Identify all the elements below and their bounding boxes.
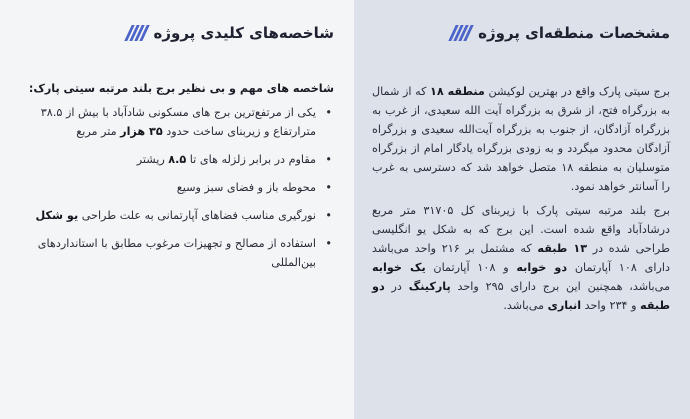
regional-specs-body — [372, 82, 670, 315]
regional-specs-heading — [372, 18, 670, 48]
district-highlight: منطقه ۱۸ — [430, 85, 485, 98]
location-paragraph — [372, 82, 670, 196]
key-features-heading — [18, 18, 334, 48]
list-item — [18, 178, 334, 197]
parking-highlight: پارکینگ — [408, 280, 451, 293]
text-span: متر مربع — [76, 125, 121, 138]
diagonal-slashes-icon — [452, 25, 470, 41]
text-span: که از شمال به بزرگراه فتح، از شرق به بزرگراه آیت الله سعیدی، از غرب به بزرگراه آزادگان، از جنوب به بزرگراه آیت‌الله سعیدی و بزرگراه آزادگان محدود میگردد و به زودی بزرگراه یادگار امام از بزرگراه متوسلیان به منطقه ۱۸ متصل خواهد شد که دسترسی به غرب را آسانتر خواهد نمود. — [372, 85, 670, 193]
list-item — [18, 234, 334, 272]
area-highlight: ۳۵ هزار — [120, 125, 163, 138]
text-span: نورگیری مناسب فضاهای آپارتمانی به علت طراحی — [78, 209, 316, 222]
u-shape-highlight: یو شکل — [35, 209, 79, 222]
key-features-title: شاخصه‌های کلیدی پروژه — [153, 24, 334, 42]
text-span: برج سیتی پارک واقع در بهترین لوکیشن — [484, 85, 670, 98]
list-item — [18, 150, 334, 169]
building-paragraph — [372, 201, 670, 315]
text-span: یکی از مرتفع‌ترین برج های مسکونی شادآباد با بیش از ۳۸.۵ مترارتفاع و زیربنای ساخت حدود — [40, 106, 316, 138]
text-span: برج بلند مرتبه سیتی پارک با زیربنای کل ۳۱۷۰۵ متر مربع درشادآباد واقع شده است. این برج که به شکل یو انگلیسی طراحی شده در — [372, 204, 671, 255]
regional-specs-panel — [354, 0, 690, 419]
text-span: استفاده از مصالح و تجهیزات مرغوب مطابق با استانداردهای بین‌المللی — [37, 237, 316, 269]
text-span: که مشتمل بر ۲۱۶ واحد می‌باشد دارای ۱۰۸ آپارتمان — [372, 242, 670, 274]
text-span: مقاوم در برابر زلزله های تا — [186, 153, 316, 166]
key-features-list — [18, 103, 334, 272]
text-span: محوطه باز و فضای سبز وسیع — [176, 181, 316, 194]
key-features-intro: شاخصه های مهم و بی نظیر برج بلند مرتبه سیتی پارک: — [28, 82, 334, 95]
text-span: می‌باشد، همچنین این برج دارای ۲۹۵ واحد — [450, 280, 670, 293]
one-bedroom-highlight: یک خوابه — [372, 261, 426, 274]
text-span: و ۲۳۴ واحد — [581, 299, 641, 312]
regional-specs-title: مشخصات منطقه‌ای پروژه — [478, 24, 670, 42]
floors-highlight: ۱۳ طبقه — [537, 242, 588, 255]
two-floors-highlight: دو طبقه — [372, 280, 670, 312]
two-bedroom-highlight: دو خوابه — [516, 261, 568, 274]
list-item — [18, 103, 334, 141]
text-span: ریشتر — [136, 153, 169, 166]
richter-highlight: ۸.۵ — [168, 153, 187, 166]
text-span: در — [384, 280, 409, 293]
storage-highlight: انباری — [547, 299, 582, 312]
list-item — [18, 206, 334, 225]
diagonal-slashes-icon — [128, 25, 146, 41]
text-span: می‌باشد. — [503, 299, 548, 312]
text-span: و ۱۰۸ آپارتمان — [425, 261, 517, 274]
